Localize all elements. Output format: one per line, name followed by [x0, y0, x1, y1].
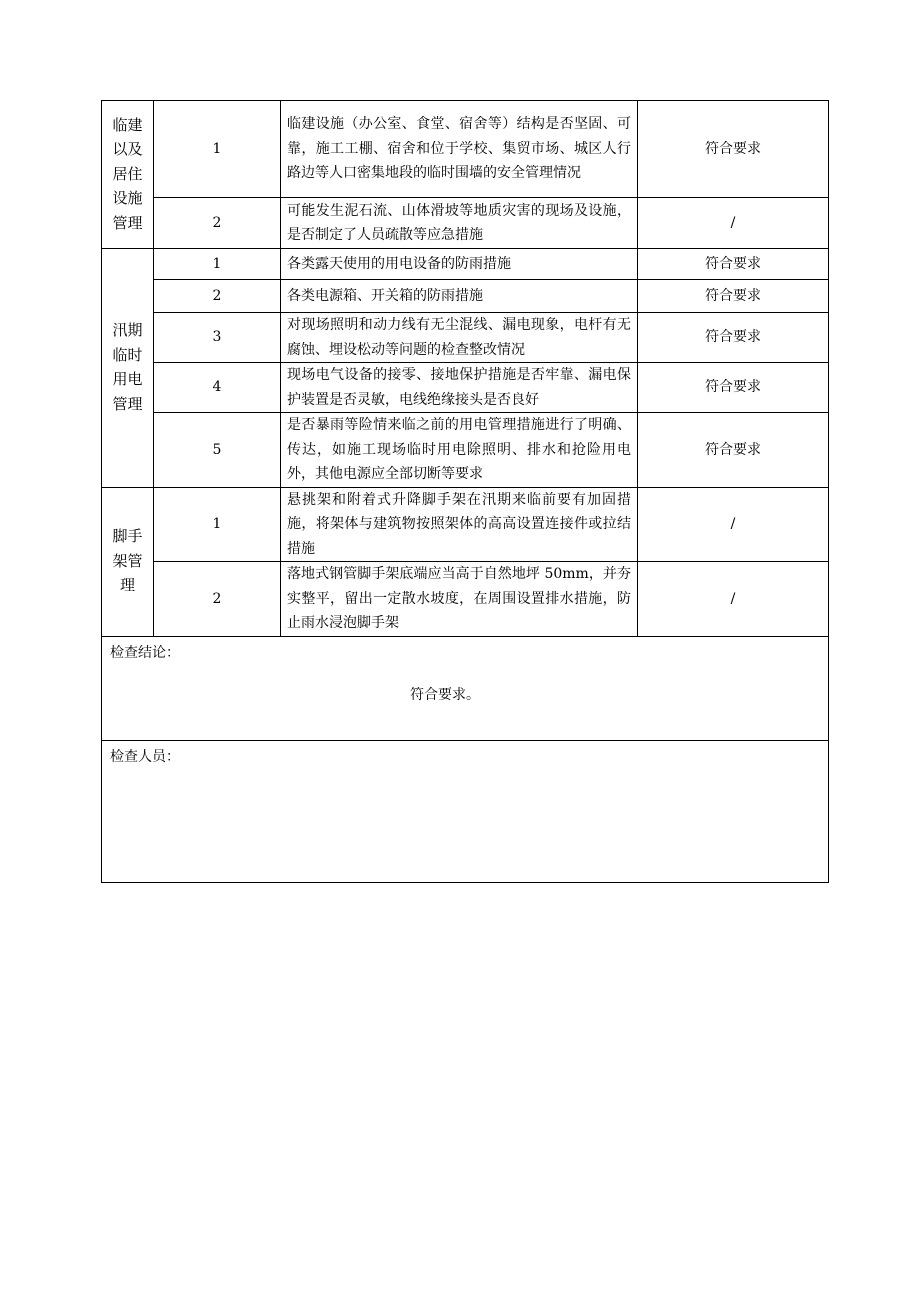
item-number: 2: [154, 198, 281, 249]
item-result: 符合要求: [638, 280, 829, 313]
item-number: 3: [154, 313, 281, 363]
item-content: 对现场照明和动力线有无尘混线、漏电现象，电杆有无腐蚀、埋设松动等问题的检查整改情况: [281, 313, 638, 363]
category-cell: 汛期临时用电管理: [102, 249, 154, 488]
item-result: /: [638, 198, 829, 249]
item-number: 2: [154, 280, 281, 313]
item-result: /: [638, 562, 829, 637]
item-result: 符合要求: [638, 101, 829, 198]
item-result: 符合要求: [638, 249, 829, 280]
item-number: 5: [154, 413, 281, 488]
table-row: [102, 249, 829, 280]
item-number: 4: [154, 363, 281, 413]
table-row: [102, 198, 829, 249]
item-result: 符合要求: [638, 413, 829, 488]
item-content: 是否暴雨等险情来临之前的用电管理措施进行了明确、传达，如施工现场临时用电除照明、排水和抢险用电外，其他电源应全部切断等要求: [281, 413, 638, 488]
item-content: 可能发生泥石流、山体滑坡等地质灾害的现场及设施，是否制定了人员疏散等应急措施: [281, 198, 638, 249]
item-content: 各类露天使用的用电设备的防雨措施: [281, 249, 638, 280]
item-number: 1: [154, 249, 281, 280]
conclusion-row: [102, 636, 829, 740]
table-row: [102, 487, 829, 562]
category-cell: 脚手架管理: [102, 487, 154, 636]
category-cell: 临建以及居住设施管理: [102, 101, 154, 249]
table-row: [102, 101, 829, 198]
item-content: 悬挑架和附着式升降脚手架在汛期来临前要有加固措施，将架体与建筑物按照架体的高高设置连接件或拉结措施: [281, 487, 638, 562]
item-content: 现场电气设备的接零、接地保护措施是否牢靠、漏电保护装置是否灵敏，电线绝缘接头是否良好: [281, 363, 638, 413]
item-content: 临建设施（办公室、食堂、宿舍等）结构是否坚固、可靠，施工工棚、宿舍和位于学校、集贸市场、城区人行路边等人口密集地段的临时围墙的安全管理情况: [281, 101, 638, 198]
item-number: 1: [154, 101, 281, 198]
item-result: 符合要求: [638, 313, 829, 363]
table-row: [102, 562, 829, 637]
item-number: 1: [154, 487, 281, 562]
table-row: [102, 280, 829, 313]
conclusion-text: 符合要求。: [410, 687, 480, 703]
conclusion-label: 检查结论：: [110, 644, 180, 661]
inspection-table: [101, 100, 829, 883]
item-result: /: [638, 487, 829, 562]
item-result: 符合要求: [638, 363, 829, 413]
table-row: [102, 413, 829, 488]
item-content: 落地式钢管脚手架底端应当高于自然地坪 50mm，并夯实整平，留出一定散水坡度，在周围设置排水措施，防止雨水浸泡脚手架: [281, 562, 638, 637]
table-row: [102, 363, 829, 413]
item-number: 2: [154, 562, 281, 637]
inspectors-cell: [102, 740, 829, 882]
conclusion-cell: [102, 636, 829, 740]
item-content: 各类电源箱、开关箱的防雨措施: [281, 280, 638, 313]
inspectors-label: 检查人员：: [110, 748, 180, 765]
table-row: [102, 313, 829, 363]
inspectors-row: [102, 740, 829, 882]
